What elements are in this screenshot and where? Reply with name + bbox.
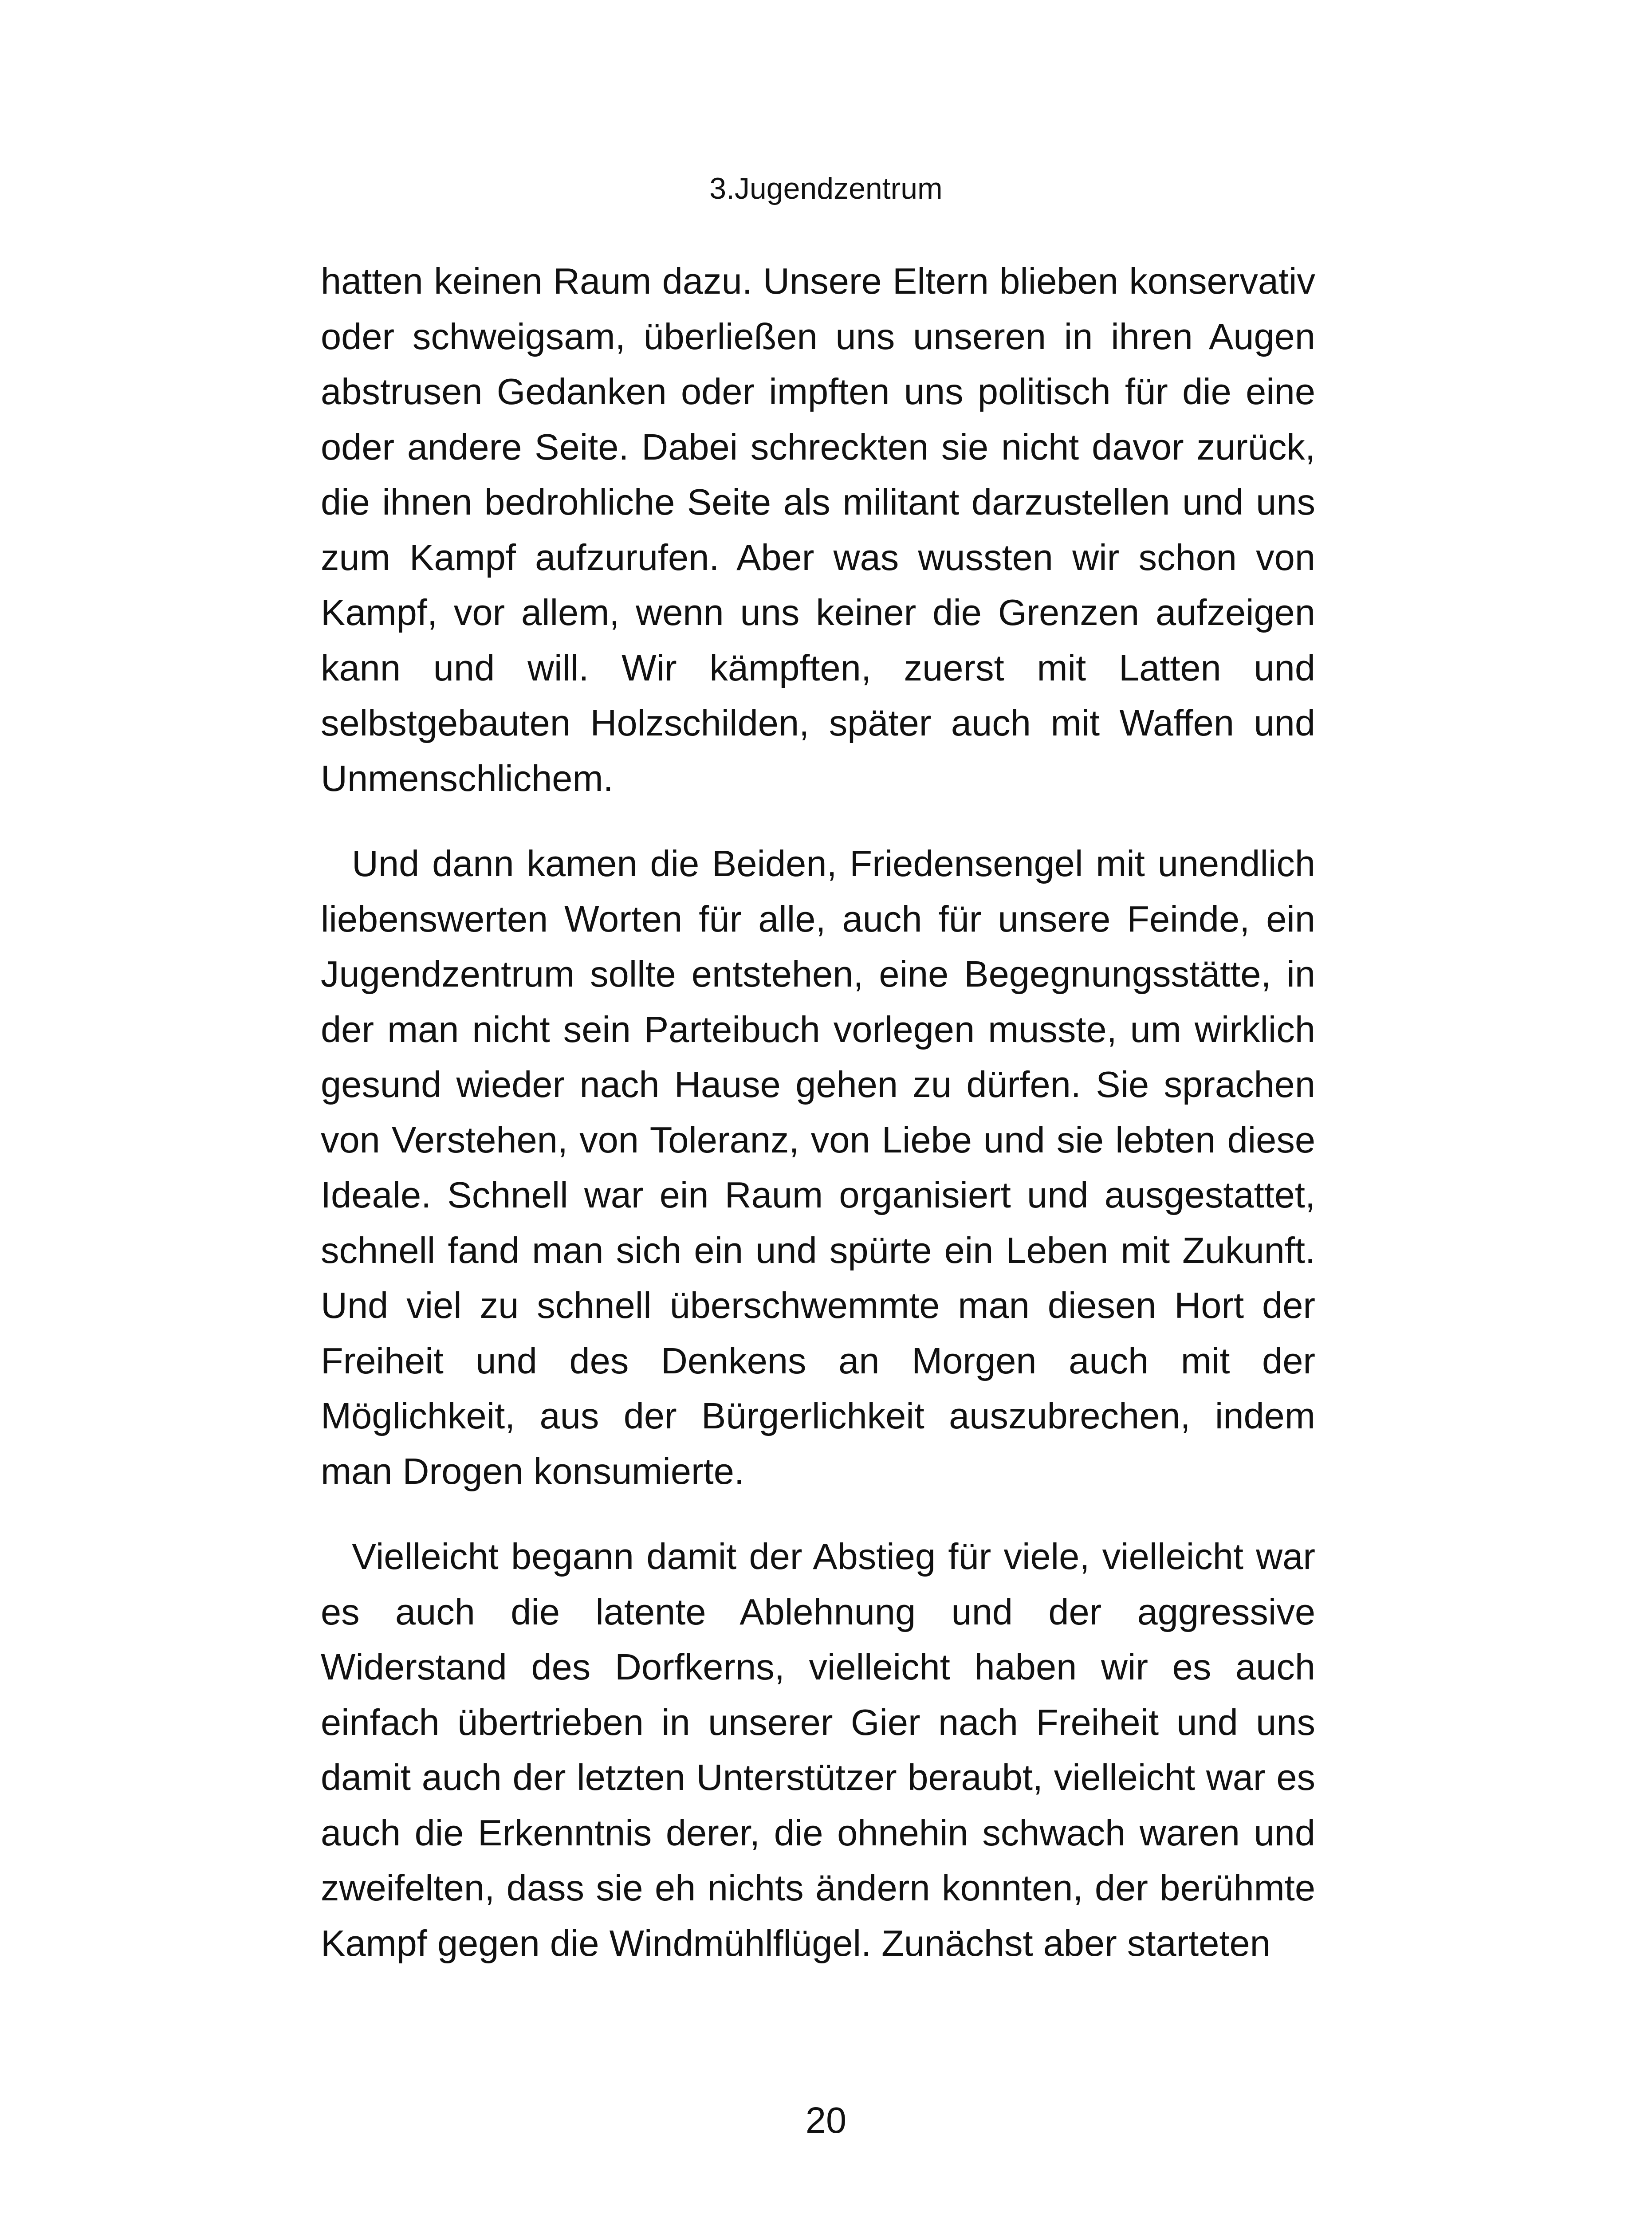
paragraph-1: hatten keinen Raum dazu. Unsere Eltern blieben konservativ oder schweigsam, überließen uns unseren in ihren Augen abstrusen Gedanken oder impften uns politisch für die eine oder andere Seite. Dabei schreckten sie nicht davor zurück, die ihnen bedrohliche Seite als militant darzustellen und uns zum Kampf aufzurufen. Aber was wussten wir schon von Kampf, vor allem, wenn uns keiner die Grenzen aufzeigen kann und will. Wir kämpften, zuerst mit Latten und selbstgebauten Holzschilden, später auch mit Waffen und Unmenschlichem. [321,260,1315,799]
paragraph-3: Vielleicht begann damit der Abstieg für viele, vielleicht war es auch die latente Ablehnung und der aggressive Widerstand des Dorfkerns, vielleicht haben wir es auch einfach übertrieben in unserer Gier nach Freiheit und uns damit auch der letzten Unterstützer beraubt, vielleicht war es auch die Erkenntnis derer, die ohnehin schwach waren und zweifelten, dass sie eh nichts ändern konnten, der berühmte Kampf gegen die Windmühlflügel. Zunächst aber starteten [321,1536,1315,1964]
chapter-header: 3.Jugendzentrum [709,172,943,205]
paragraph-2: Und dann kamen die Beiden, Friedensengel mit unendlich liebenswerten Worten für alle, auch für unsere Feinde, ein Jugendzentrum sollte entstehen, eine Begegnungsstätte, in der man nicht sein Parteibuch vorlegen musste, um wirklich gesund wieder nach Hause gehen zu dürfen. Sie sprachen von Verstehen, von Toleranz, von Liebe und sie lebten diese Ideale. Schnell war ein Raum organisiert und ausgestattet, schnell fand man sich ein und spürte ein Leben mit Zukunft. Und viel zu schnell überschwemmte man diesen Hort der Freiheit und des Denkens an Morgen auch mit der Möglichkeit, aus der Bürgerlichkeit auszubrechen, indem man Drogen konsumierte. [321,843,1315,1492]
page-number: 20 [805,2100,847,2141]
body-text [321,254,1315,1971]
